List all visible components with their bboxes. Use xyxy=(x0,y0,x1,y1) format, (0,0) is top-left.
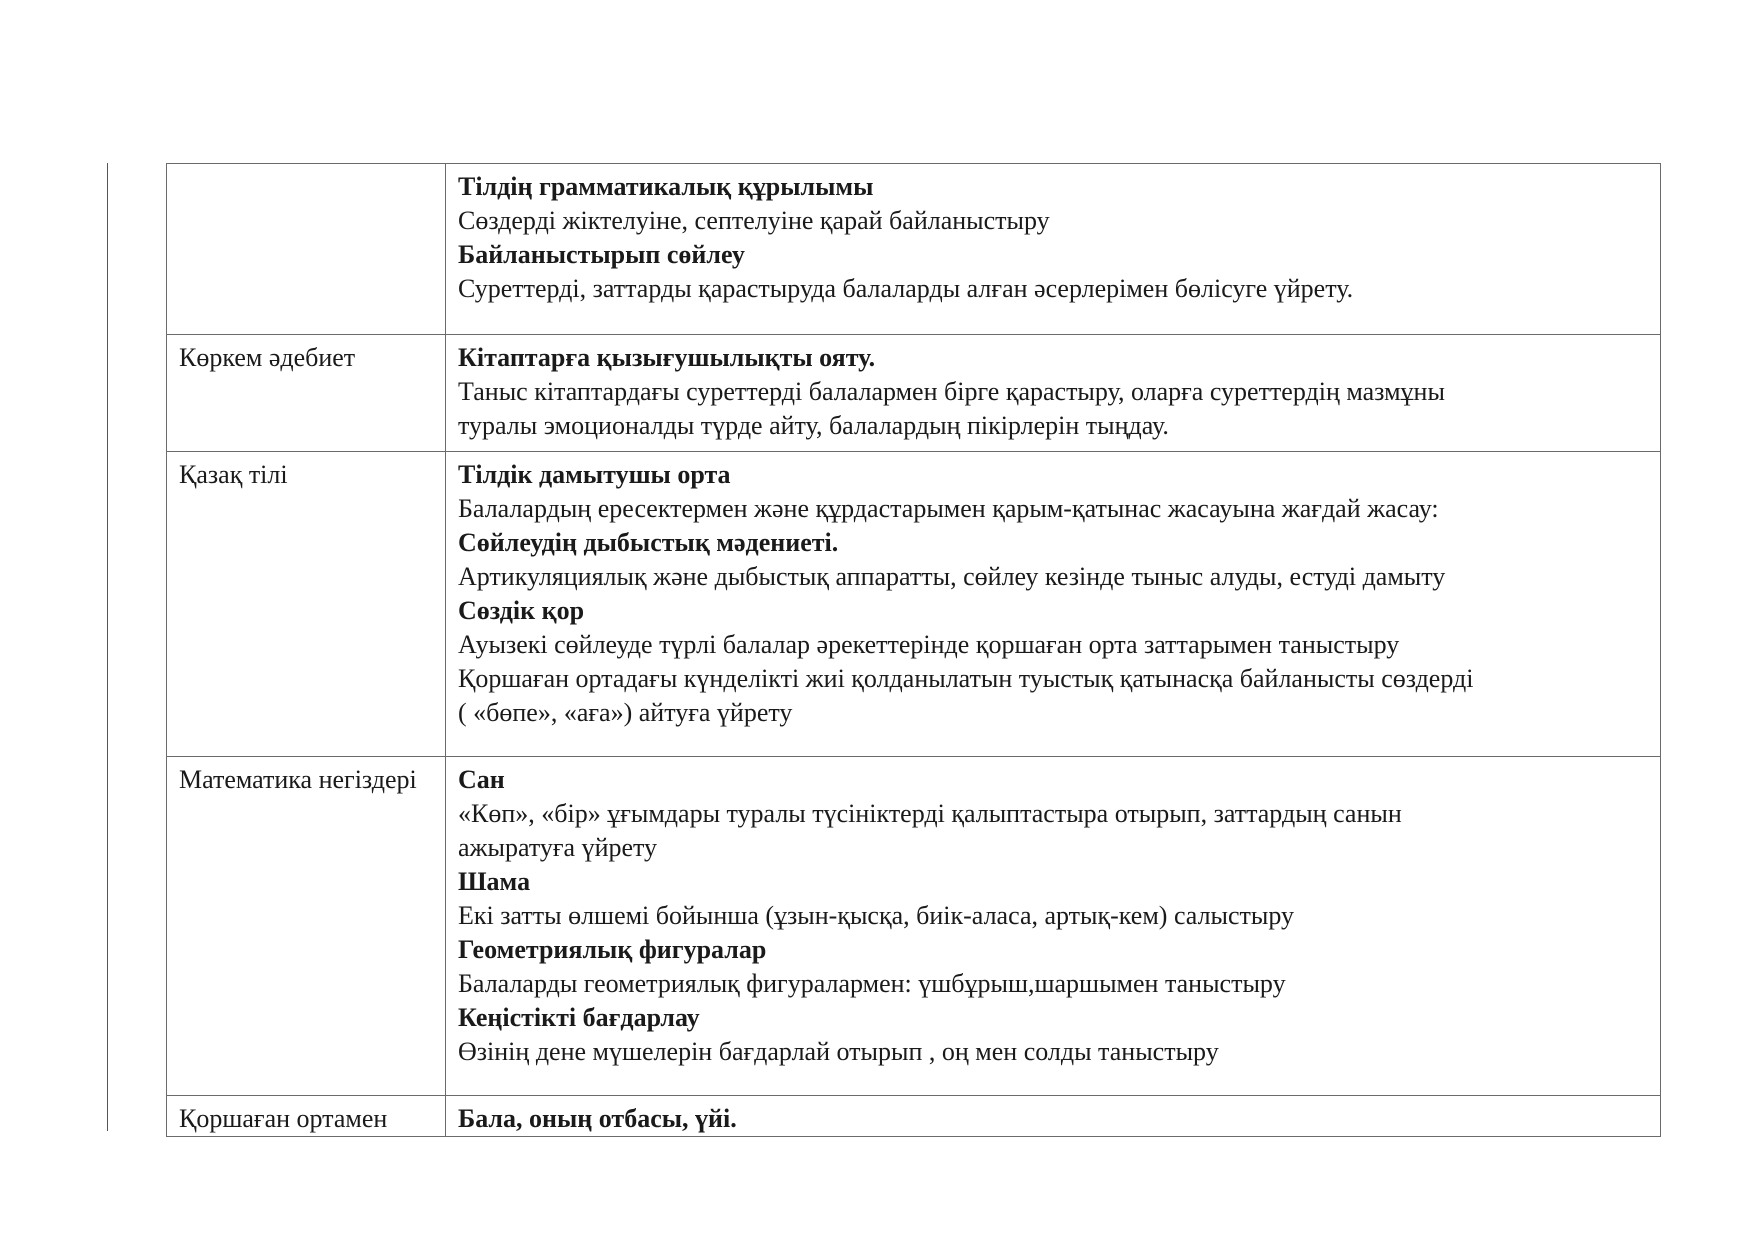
section-heading: Тілдік дамытушы орта xyxy=(458,460,731,489)
content-cell xyxy=(446,757,1661,1096)
content-line: Балаларды геометриялық фигуралармен: үшбұрыш,шаршымен таныстыру xyxy=(458,969,1286,998)
section-heading: Сөздік қор xyxy=(458,596,585,625)
section-heading: Сөйлеудің дыбыстық мәдениеті. xyxy=(458,528,839,557)
subject-cell xyxy=(167,164,446,335)
content-line: Екі затты өлшемі бойынша (ұзын-қысқа, биік-аласа, артық-кем) салыстыру xyxy=(458,901,1295,930)
content-cell xyxy=(446,452,1661,757)
content-line: Сөздерді жіктелуіне, септелуіне қарай байланыстыру xyxy=(458,206,1050,235)
content-line: Ауызекі сөйлеуде түрлі балалар әрекеттерінде қоршаған орта заттарымен таныстыру xyxy=(458,630,1400,659)
left-margin-line xyxy=(107,163,108,1131)
content-line: Артикуляциялық және дыбыстық аппаратты, сөйлеу кезінде тыныс алуды, естуді дамыту xyxy=(458,562,1446,591)
subject-cell: Көркем әдебиет xyxy=(167,335,446,452)
section-heading: Кітаптарға қызығушылықты ояту. xyxy=(458,343,876,372)
section-heading: Геометриялық фигуралар xyxy=(458,935,767,964)
content-line: Өзінің дене мүшелерін бағдарлай отырып , оң мен солды таныстыру xyxy=(458,1037,1219,1066)
section-heading: Сан xyxy=(458,765,505,794)
section-heading: Байланыстырып сөйлеу xyxy=(458,240,745,269)
section-heading: Шама xyxy=(458,867,531,896)
content-line: «Көп», «бір» ұғымдары туралы түсініктерді қалыптастыра отырып, заттардың санын xyxy=(458,799,1402,828)
curriculum-table xyxy=(166,163,1661,1137)
table-body xyxy=(167,164,1661,1137)
content-line: ажыратуға үйрету xyxy=(458,833,658,862)
subject-cell: Қоршаған ортамен xyxy=(167,1096,446,1137)
subject-cell: Математика негіздері xyxy=(167,757,446,1096)
content-line: ( «бөпе», «аға») айтуға үйрету xyxy=(458,698,793,727)
content-cell xyxy=(446,335,1661,452)
content-line: туралы эмоционалды түрде айту, балалардың пікірлерін тыңдау. xyxy=(458,411,1169,440)
section-heading: Кеңістікті бағдарлау xyxy=(458,1003,700,1032)
table-row xyxy=(167,757,1661,1096)
table-row xyxy=(167,452,1661,757)
table-row xyxy=(167,335,1661,452)
subject-cell: Қазақ тілі xyxy=(167,452,446,757)
content-line: Таныс кітаптардағы суреттерді балалармен бірге қарастыру, оларға суреттердің мазмұны xyxy=(458,377,1445,406)
content-line: Қоршаған ортадағы күнделікті жиі қолданылатын туыстық қатынасқа байланысты сөздерді xyxy=(458,664,1474,693)
table-row xyxy=(167,164,1661,335)
content-line: Балалардың ересектермен және құрдастарымен қарым-қатынас жасауына жағдай жасау: xyxy=(458,494,1439,523)
section-heading: Тілдің грамматикалық құрылымы xyxy=(458,172,874,201)
content-cell xyxy=(446,1096,1661,1137)
table-row xyxy=(167,1096,1661,1137)
content-cell xyxy=(446,164,1661,335)
section-heading: Бала, оның отбасы, үйі. xyxy=(458,1104,737,1133)
content-line: Суреттерді, заттарды қарастыруда балаларды алған әсерлерімен бөлісуге үйрету. xyxy=(458,274,1354,303)
